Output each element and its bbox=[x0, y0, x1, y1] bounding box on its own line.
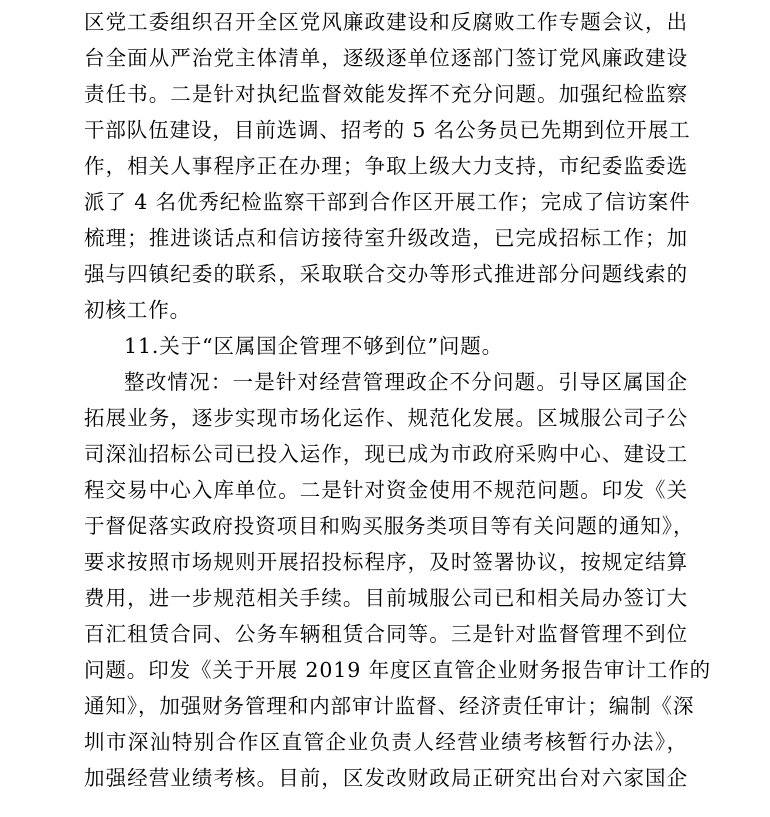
text-line: 问题。印发《关于开展 2019 年度区直管企业财务报告审计工作的 bbox=[84, 658, 712, 682]
text-line: 司深汕招标公司已投入运作，现已成为市政府采购中心、建设工 bbox=[84, 442, 688, 466]
text-line: 百汇租赁合同、公务车辆租赁合同等。三是针对监督管理不到位 bbox=[84, 622, 688, 646]
text-line: 拓展业务，逐步实现市场化运作、规范化发展。区城服公司子公 bbox=[84, 406, 688, 430]
text-line: 程交易中心入库单位。二是针对资金使用不规范问题。印发《关 bbox=[84, 478, 688, 502]
text-line: 于督促落实政府投资项目和购买服务类项目等有关问题的通知》， bbox=[84, 514, 695, 538]
section-heading: 11.关于“区属国企管理不够到位”问题。 bbox=[124, 334, 504, 358]
text-line: 台全面从严治党主体清单，逐级逐单位逐部门签订党风廉政建设 bbox=[84, 46, 688, 70]
text-line: 初核工作。 bbox=[84, 298, 191, 322]
text-line: 责任书。二是针对执纪监督效能发挥不充分问题。加强纪检监察 bbox=[84, 82, 688, 106]
text-line: 作，相关人事程序正在办理；争取上级大力支持，市纪委监委选 bbox=[84, 154, 688, 178]
text-line: 费用，进一步规范相关手续。目前城服公司已和相关局办签订大 bbox=[84, 586, 688, 610]
text-line: 圳市深汕特别合作区直管企业负责人经营业绩考核暂行办法》， bbox=[84, 730, 688, 754]
text-line: 强与四镇纪委的联系，采取联合交办等形式推进部分问题线索的 bbox=[84, 262, 688, 286]
text-line: 加强经营业绩考核。目前，区发改财政局正研究出台对六家国企 bbox=[84, 766, 688, 790]
text-line: 通知》，加强财务管理和内部审计监督、经济责任审计；编制《深 bbox=[84, 694, 695, 718]
text-line: 梳理；推进谈话点和信访接待室升级改造，已完成招标工作；加 bbox=[84, 226, 688, 250]
text-line: 整改情况：一是针对经营管理政企不分问题。引导区属国企 bbox=[124, 370, 688, 394]
text-line: 干部队伍建设，目前选调、招考的 5 名公务员已先期到位开展工 bbox=[84, 118, 691, 142]
text-line: 要求按照市场规则开展招投标程序，及时签署协议，按规定结算 bbox=[84, 550, 688, 574]
text-line: 派了 4 名优秀纪检监察干部到合作区开展工作；完成了信访案件 bbox=[84, 190, 691, 214]
text-line: 区党工委组织召开全区党风廉政建设和反腐败工作专题会议，出 bbox=[84, 10, 688, 34]
